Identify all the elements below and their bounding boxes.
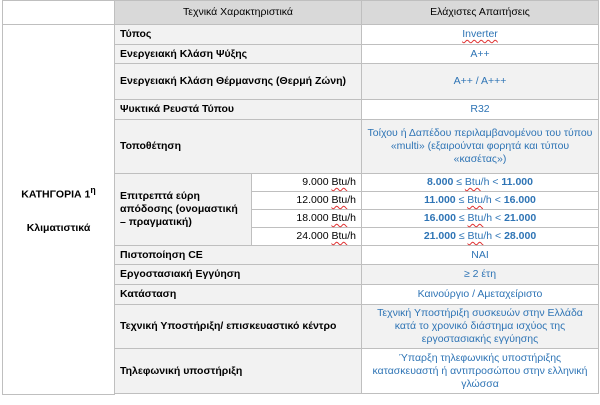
category-name: Κλιματιστικά [26,221,91,234]
value-ce: ΝΑΙ [362,246,599,265]
capacity-nominal-2: 12.000 Btu/h [252,192,362,210]
label-type: Τύπος [115,25,362,45]
label-warranty: Εργοστασιακή Εγγύηση [115,265,362,285]
value-phone: Ύπαρξη τηλεφωνικής υποστήριξης κατασκευαστή ή αντιπροσώπου στην ελληνική γλώσσα [362,349,599,394]
requirements-table [2,0,599,395]
spacer-cell [115,394,599,395]
value-type: Inverter [362,25,599,45]
category-title: ΚΑΤΗΓΟΡΙΑ $1^\eta$ [21,185,96,201]
capacity-range-4: 21.000 ≤ Btu/h < 28.000 [362,228,599,246]
label-support: Τεχνική Υποστήριξη/ επισκευαστικό κέντρο [115,305,362,349]
value-warranty: ≥ 2 έτη [362,265,599,285]
label-phone: Τηλεφωνική υποστήριξη [115,349,362,394]
value-cooling: A++ [362,45,599,64]
value-support: Τεχνική Υποστήριξη συσκευών στην Ελλάδα κατά το χρονικό διάστημα ισχύος της εργοστασιακής εγγύησης [362,305,599,349]
value-placement: Τοίχου ή Δαπέδου περιλαμβανομένου του τύπου «multi» (εξαιρούνται φορητά και τύπου «κασέτας») [362,120,599,174]
capacity-range-2: 11.000 ≤ Btu/h < 16.000 [362,192,599,210]
capacity-nominal-3: 18.000 Btu/h [252,210,362,228]
label-refrigerant: Ψυκτικά Ρευστά Τύπου [115,100,362,120]
label-placement: Τοποθέτηση [115,120,362,174]
capacity-range-3: 16.000 ≤ Btu/h < 21.000 [362,210,599,228]
label-heating: Ενεργειακή Κλάση Θέρμανσης (Θερμή Ζώνη) [115,64,362,100]
header-requirements: Ελάχιστες Απαιτήσεις [362,1,599,25]
label-ce: Πιστοποίηση CE [115,246,362,265]
row-type [3,25,599,45]
header-technical: Τεχνικά Χαρακτηριστικά [115,1,362,25]
value-condition: Καινούργιο / Αμεταχείριστο [362,285,599,305]
capacity-nominal-4: 24.000 Btu/h [252,228,362,246]
category-cell [3,25,115,395]
header-blank-cell [3,1,115,25]
label-condition: Κατάσταση [115,285,362,305]
value-heating: A++ / A+++ [362,64,599,100]
header-row [3,1,599,25]
label-cooling: Ενεργειακή Κλάση Ψύξης [115,45,362,64]
capacity-nominal-1: 9.000 Btu/h [252,174,362,192]
capacity-range-1: 8.000 ≤ Btu/h < 11.000 [362,174,599,192]
value-refrigerant: R32 [362,100,599,120]
label-capacity: Επιτρεπτά εύρη απόδοσης (ονομαστική – πραγματική) [115,174,252,246]
